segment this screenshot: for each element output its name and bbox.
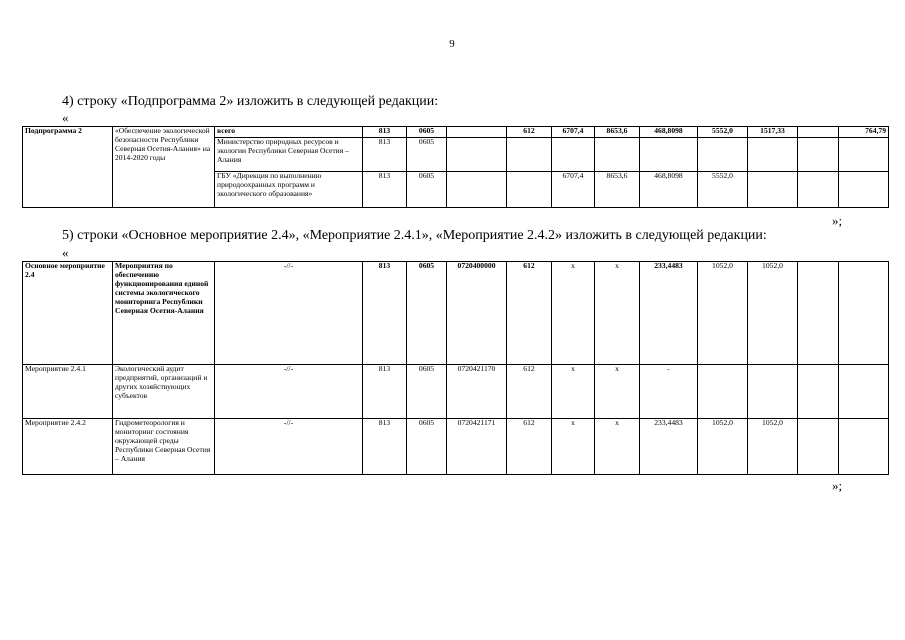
- cell-vr: [507, 172, 552, 208]
- cell-csr: [447, 127, 507, 138]
- cell-title: Экологический аудит предприятий, организаций и других хозяйствующих субъектов: [113, 365, 215, 419]
- cell-v3: -: [640, 365, 698, 419]
- cell-csr: 0720421171: [447, 419, 507, 475]
- cell-grbs: 813: [363, 365, 407, 419]
- cell-rzpr: 0605: [407, 419, 447, 475]
- cell-v6: [798, 365, 839, 419]
- table-row: [23, 419, 889, 475]
- cell-vr: [507, 138, 552, 172]
- cell-v5: [748, 172, 798, 208]
- cell-v1: х: [552, 262, 595, 365]
- cell-v4: 1052,0: [698, 419, 748, 475]
- cell-title: Гидрометеорология и мониторинг состояния окружающей среды Республики Северная Осетия – Алания: [113, 419, 215, 475]
- cell-name: Основное мероприятие 2.4: [23, 262, 113, 365]
- cell-v6: [798, 127, 839, 138]
- cell-v3: [640, 138, 698, 172]
- cell-v2: х: [595, 365, 640, 419]
- cell-v4: 1052,0: [698, 262, 748, 365]
- cell-v5: 1052,0: [748, 419, 798, 475]
- cell-v5: 1517,33: [748, 127, 798, 138]
- cell-v2: [595, 138, 640, 172]
- section4-heading: 4) строку «Подпрограмма 2» изложить в следующей редакции:: [62, 94, 439, 109]
- table-row: [23, 127, 889, 138]
- cell-csr: 0720400000: [447, 262, 507, 365]
- cell-name: Подпрограмма 2: [23, 127, 113, 208]
- cell-v7: [839, 419, 889, 475]
- cell-vr: 612: [507, 262, 552, 365]
- cell-grbs: 813: [363, 419, 407, 475]
- section5-open-quote: «: [62, 245, 69, 260]
- table-row: [23, 365, 889, 419]
- cell-v1: 6707,4: [552, 172, 595, 208]
- cell-vr: 612: [507, 419, 552, 475]
- cell-csr: 0720421170: [447, 365, 507, 419]
- cell-rzpr: 0605: [407, 127, 447, 138]
- cell-v2: х: [595, 419, 640, 475]
- cell-vr: 612: [507, 127, 552, 138]
- cell-csr: [447, 138, 507, 172]
- cell-v7: [839, 365, 889, 419]
- cell-v6: [798, 172, 839, 208]
- cell-rzpr: 0605: [407, 138, 447, 172]
- cell-v5: 1052,0: [748, 262, 798, 365]
- section5-close-quote: »;: [832, 478, 843, 493]
- cell-rzpr: 0605: [407, 262, 447, 365]
- cell-executor: Министерство природных ресурсов и экологии Республики Северная Осетия – Алания: [215, 138, 363, 172]
- cell-v1: х: [552, 365, 595, 419]
- cell-v3: 468,8098: [640, 172, 698, 208]
- cell-v3: 233,4483: [640, 419, 698, 475]
- cell-v4: 5552,0: [698, 172, 748, 208]
- cell-grbs: 813: [363, 262, 407, 365]
- cell-title: «Обеспечение экологической безопасности Республики Северная Осетия-Алания» на 2014-2020 годы: [113, 127, 215, 208]
- subprogram-2-table: [22, 126, 889, 208]
- cell-name: Мероприятие 2.4.1: [23, 365, 113, 419]
- cell-v2: х: [595, 262, 640, 365]
- cell-csr: [447, 172, 507, 208]
- cell-name: Мероприятие 2.4.2: [23, 419, 113, 475]
- cell-executor: -//-: [215, 419, 363, 475]
- cell-v3: 233,4483: [640, 262, 698, 365]
- cell-rzpr: 0605: [407, 365, 447, 419]
- section5-heading: 5) строки «Основное мероприятие 2.4», «Мероприятие 2.4.1», «Мероприятие 2.4.2» изложить в следующей редакции:: [62, 228, 767, 243]
- cell-v1: 6707,4: [552, 127, 595, 138]
- cell-v7: 764,79: [839, 127, 889, 138]
- cell-v6: [798, 138, 839, 172]
- cell-v4: [698, 138, 748, 172]
- cell-title: Мероприятия по обеспечению функционирования единой системы экологического мониторинга Республики Северная Осетия-Алания: [113, 262, 215, 365]
- cell-v7: [839, 138, 889, 172]
- cell-executor: -//-: [215, 365, 363, 419]
- cell-v2: 8653,6: [595, 127, 640, 138]
- cell-v7: [839, 262, 889, 365]
- cell-grbs: 813: [363, 127, 407, 138]
- table-row: [23, 262, 889, 365]
- cell-v6: [798, 419, 839, 475]
- section4-close-quote: »;: [832, 213, 843, 228]
- cell-grbs: 813: [363, 172, 407, 208]
- cell-v7: [839, 172, 889, 208]
- cell-v6: [798, 262, 839, 365]
- cell-v1: х: [552, 419, 595, 475]
- cell-executor: всего: [215, 127, 363, 138]
- cell-grbs: 813: [363, 138, 407, 172]
- cell-v5: [748, 138, 798, 172]
- cell-executor: -//-: [215, 262, 363, 365]
- cell-v2: 8653,6: [595, 172, 640, 208]
- cell-v1: [552, 138, 595, 172]
- page-number: 9: [449, 38, 455, 50]
- cell-v3: 468,8098: [640, 127, 698, 138]
- activities-2-4-table: [22, 261, 889, 475]
- cell-v4: [698, 365, 748, 419]
- cell-v5: [748, 365, 798, 419]
- cell-v4: 5552,0: [698, 127, 748, 138]
- cell-executor: ГБУ «Дирекция по выполнению природоохранных программ и экологического образования»: [215, 172, 363, 208]
- section4-open-quote: «: [62, 110, 69, 125]
- cell-vr: 612: [507, 365, 552, 419]
- cell-rzpr: 0605: [407, 172, 447, 208]
